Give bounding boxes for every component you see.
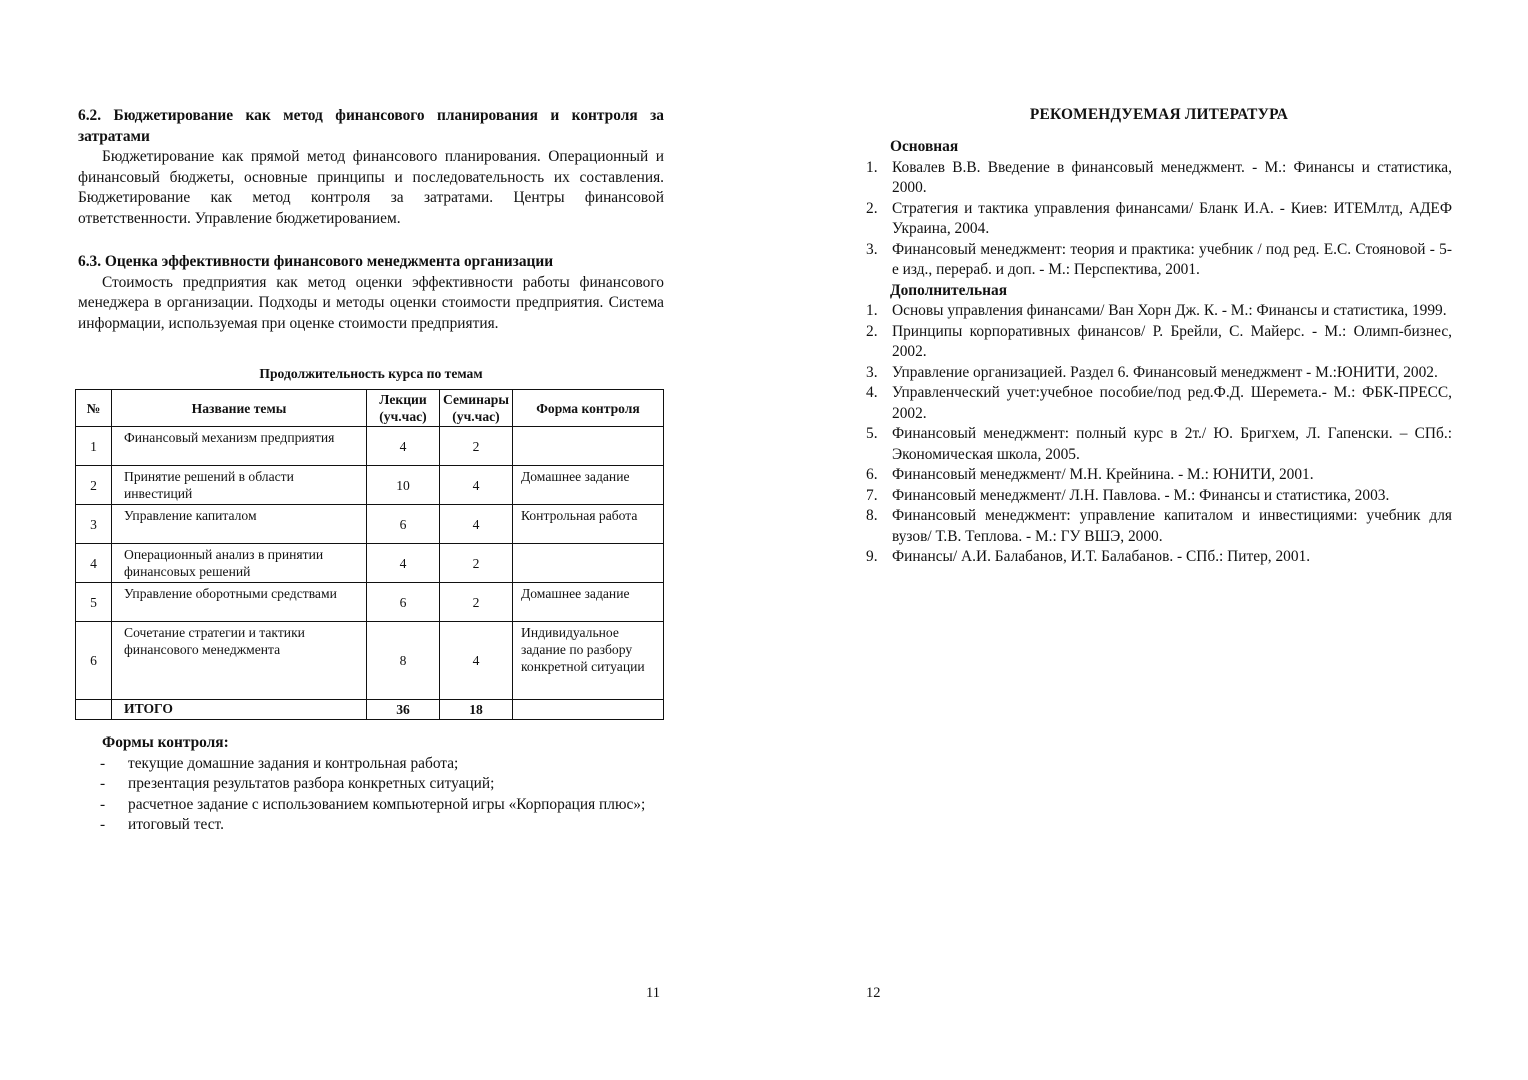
- table-row: [76, 583, 664, 622]
- cell-lectures: 8: [367, 622, 440, 700]
- reference-item: [866, 506, 1452, 547]
- reference-number: 2.: [866, 199, 878, 217]
- main-literature-heading: Основная: [890, 138, 959, 155]
- reference-item: [866, 547, 1452, 568]
- cell-form: [513, 700, 664, 720]
- cell-num: 3: [76, 505, 112, 544]
- cell-seminars: 2: [440, 544, 513, 583]
- header-form: Форма контроля: [513, 390, 664, 427]
- literature-list: [866, 137, 1452, 568]
- reference-text: Ковалев В.В. Введение в финансовый менеджмент. - М.: Финансы и статистика, 2000.: [892, 158, 1452, 196]
- cell-lectures: 10: [367, 466, 440, 505]
- reference-number: 1.: [866, 158, 878, 176]
- cell-lectures: 4: [367, 544, 440, 583]
- reference-number: 1.: [866, 302, 878, 319]
- reference-text: Финансовый менеджмент: полный курс в 2т./ Ю. Бригхем, Л. Гапенски. – СПб.: Экономическая школа, 2005.: [892, 425, 1452, 463]
- control-forms-title: Формы контроля:: [102, 734, 229, 751]
- table-total-row: [76, 700, 664, 720]
- cell-form: Индивидуальное задание по разбору конкретной ситуации: [513, 622, 664, 700]
- cell-num: 2: [76, 466, 112, 505]
- reference-text: Финансовый менеджмент/ М.Н. Крейнина. - М.: ЮНИТИ, 2001.: [892, 466, 1314, 483]
- list-item: [78, 815, 664, 836]
- reference-text: Финансовый менеджмент: управление капиталом и инвестициями: учебник для вузов/ Т.В. Теплова. - М.: ГУ ВШЭ, 2000.: [892, 507, 1452, 545]
- cell-form: [513, 427, 664, 466]
- reference-number: 8.: [866, 507, 878, 524]
- cell-topic: Принятие решений в области инвестиций: [112, 466, 367, 505]
- extra-literature-heading: Дополнительная: [890, 281, 1008, 299]
- reference-text: Стратегия и тактика управления финансами/ Бланк И.А. - Киев: ИТЕМлтд, АДЕФ Украина, 2004.: [892, 199, 1452, 237]
- reference-item: [866, 465, 1452, 486]
- list-item-text: итоговый тест.: [128, 816, 224, 833]
- reference-number: 2.: [866, 322, 878, 340]
- cell-topic: Управление оборотными средствами: [112, 583, 367, 622]
- section-text: Бюджетирование как прямой метод финансового планирования. Операционный и финансовый бюджеты, основные принципы и последовательность их составления. Бюджетирование как метод контроля за затратами. Центры финансовой ответственности. Управление бюджетированием.: [78, 148, 664, 227]
- list-item-text: расчетное задание с использованием компьютерной игры «Корпорация плюс»;: [128, 795, 646, 813]
- reference-item: [866, 158, 1452, 199]
- list-item-text: текущие домашние задания и контрольная работа;: [128, 754, 459, 772]
- reference-text: Финансовый менеджмент: теория и практика: учебник / под ред. Е.С. Стояновой - 5-е изд., перераб. и доп. - М.: Перспектива, 2001.: [892, 240, 1452, 278]
- cell-lectures: 6: [367, 505, 440, 544]
- reference-item: [866, 199, 1452, 240]
- reference-text: Принципы корпоративных финансов/ Р. Брейли, С. Майерс. - М.: Олимп-бизнес, 2002.: [892, 322, 1452, 360]
- reference-number: 5.: [866, 425, 878, 442]
- table-row: [76, 466, 664, 505]
- header-topic: Название темы: [112, 390, 367, 427]
- course-duration-table: [75, 389, 664, 720]
- cell-num: 5: [76, 583, 112, 622]
- total-lectures: 36: [367, 700, 440, 720]
- left-page: [78, 0, 664, 1080]
- literature-title: РЕКОМЕНДУЕМАЯ ЛИТЕРАТУРА: [1029, 106, 1289, 123]
- table-caption: Продолжительность курса по темам: [259, 366, 483, 381]
- cell-num: 1: [76, 427, 112, 466]
- cell-form: Домашнее задание: [513, 583, 664, 622]
- table-row: [76, 505, 664, 544]
- list-item: [78, 795, 664, 816]
- cell-seminars: 4: [440, 505, 513, 544]
- cell-seminars: 2: [440, 583, 513, 622]
- reference-number: 4.: [866, 384, 878, 401]
- reference-number: 9.: [866, 548, 878, 565]
- list-item-text: презентация результатов разбора конкретных ситуаций;: [128, 775, 495, 792]
- total-seminars: 18: [440, 700, 513, 720]
- reference-item: [866, 240, 1452, 281]
- cell-lectures: 6: [367, 583, 440, 622]
- reference-item: [866, 383, 1452, 424]
- cell-form: Контрольная работа: [513, 505, 664, 544]
- reference-number: 3.: [866, 363, 878, 381]
- cell-form: [513, 544, 664, 583]
- section-6-2: [78, 106, 664, 229]
- section-heading: 6.2. Бюджетирование как метод финансового планирования и контроля за затратами: [78, 107, 664, 145]
- reference-item: [866, 363, 1452, 384]
- dash-bullet: -: [100, 775, 106, 792]
- table-row: [76, 427, 664, 466]
- cell-lectures: 4: [367, 427, 440, 466]
- reference-text: Основы управления финансами/ Ван Хорн Дж. К. - М.: Финансы и статистика, 1999.: [892, 302, 1447, 319]
- control-forms: [78, 733, 664, 836]
- table-header-row: [76, 390, 664, 427]
- dash-bullet: -: [100, 795, 106, 813]
- cell-seminars: 4: [440, 622, 513, 700]
- header-num: №: [76, 390, 112, 427]
- table-row: [76, 622, 664, 700]
- list-item: [78, 754, 664, 775]
- cell-topic: Финансовый механизм предприятия: [112, 427, 367, 466]
- cell-seminars: 4: [440, 466, 513, 505]
- dash-bullet: -: [100, 754, 106, 772]
- section-text: Стоимость предприятия как метод оценки эффективности работы финансового менеджера в организации. Подходы и методы оценки стоимости предприятия. Система информации, используемая при оценке стоимости предприятия.: [78, 273, 664, 332]
- table-row: [76, 544, 664, 583]
- page-number: 12: [866, 985, 881, 1001]
- cell-num: [76, 700, 112, 720]
- cell-topic: Управление капиталом: [112, 505, 367, 544]
- section-heading: 6.3. Оценка эффективности финансового менеджмента организации: [78, 253, 554, 270]
- page-number: 11: [646, 985, 660, 1001]
- reference-number: 7.: [866, 486, 878, 504]
- dash-bullet: -: [100, 816, 106, 833]
- cell-num: 4: [76, 544, 112, 583]
- reference-item: [866, 322, 1452, 363]
- reference-text: Управленческий учет:учебное пособие/под ред.Ф.Д. Шеремета.- М.: ФБК-ПРЕСС, 2002.: [892, 384, 1452, 422]
- list-item: [78, 774, 664, 795]
- reference-item: [866, 486, 1452, 507]
- right-page: [866, 0, 1452, 1080]
- reference-item: [866, 301, 1452, 322]
- header-lectures: Лекции (уч.час): [367, 390, 440, 427]
- cell-form: Домашнее задание: [513, 466, 664, 505]
- cell-topic: Операционный анализ в принятии финансовых решений: [112, 544, 367, 583]
- total-label: ИТОГО: [112, 700, 367, 720]
- cell-topic: Сочетание стратегии и тактики финансового менеджмента: [112, 622, 367, 700]
- reference-number: 6.: [866, 466, 878, 483]
- cell-seminars: 2: [440, 427, 513, 466]
- cell-num: 6: [76, 622, 112, 700]
- reference-item: [866, 424, 1452, 465]
- reference-number: 3.: [866, 240, 878, 258]
- reference-text: Финансовый менеджмент/ Л.Н. Павлова. - М.: Финансы и статистика, 2003.: [892, 486, 1390, 504]
- header-seminars: Семинары (уч.час): [440, 390, 513, 427]
- section-6-3: [78, 252, 664, 334]
- reference-text: Финансы/ А.И. Балабанов, И.Т. Балабанов. - СПб.: Питер, 2001.: [892, 548, 1311, 565]
- reference-text: Управление организацией. Раздел 6. Финансовый менеджмент - М.:ЮНИТИ, 2002.: [892, 363, 1438, 381]
